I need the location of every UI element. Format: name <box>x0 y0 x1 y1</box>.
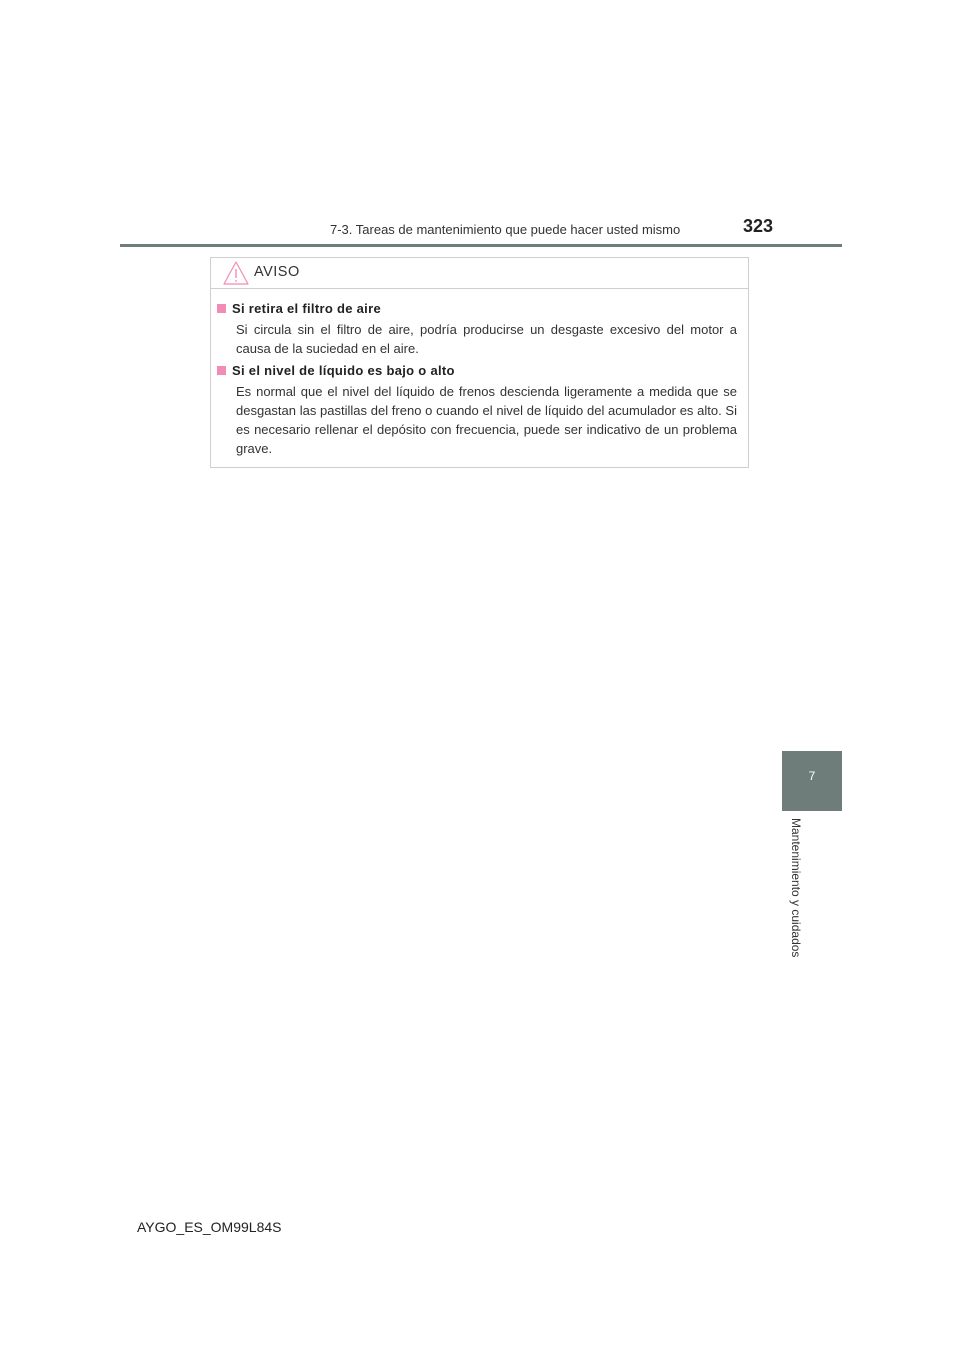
chapter-tab <box>782 751 842 811</box>
pink-square-bullet-icon <box>217 366 226 375</box>
header-rule <box>120 244 842 247</box>
pink-square-bullet-icon <box>217 304 226 313</box>
notice-body <box>211 289 748 458</box>
item-text: Si circula sin el filtro de aire, podría producirse un desgaste excesivo del motor a causa de la suciedad en el aire. <box>236 322 737 356</box>
notice-header <box>211 258 748 289</box>
item-heading-text: Si retira el filtro de aire <box>232 301 381 316</box>
page-number: 323 <box>743 216 774 236</box>
item-text: Es normal que el nivel del líquido de frenos descienda ligeramente a medida que se desgastan las pastillas del freno o cuando el nivel de líquido del acumulador es alto. Si es necesario rellenar el depósito con frecuencia, puede ser indicativo de un problema grave. <box>236 384 737 456</box>
notice-item-2 <box>217 363 737 458</box>
notice-item-1 <box>217 301 737 358</box>
notice-title: AVISO <box>254 264 300 280</box>
notice-box <box>210 257 749 468</box>
item-heading <box>217 301 737 316</box>
item-heading-text: Si el nivel de líquido es bajo o alto <box>232 363 455 378</box>
warning-triangle-icon <box>223 261 249 285</box>
chapter-title: Mantenimiento y cuidados <box>789 818 803 958</box>
footer-document-code: AYGO_ES_OM99L84S <box>137 1219 282 1235</box>
chapter-number: 7 <box>808 769 816 783</box>
section-header-title: 7-3. Tareas de mantenimiento que puede hacer usted mismo <box>330 222 681 237</box>
item-heading <box>217 363 737 378</box>
